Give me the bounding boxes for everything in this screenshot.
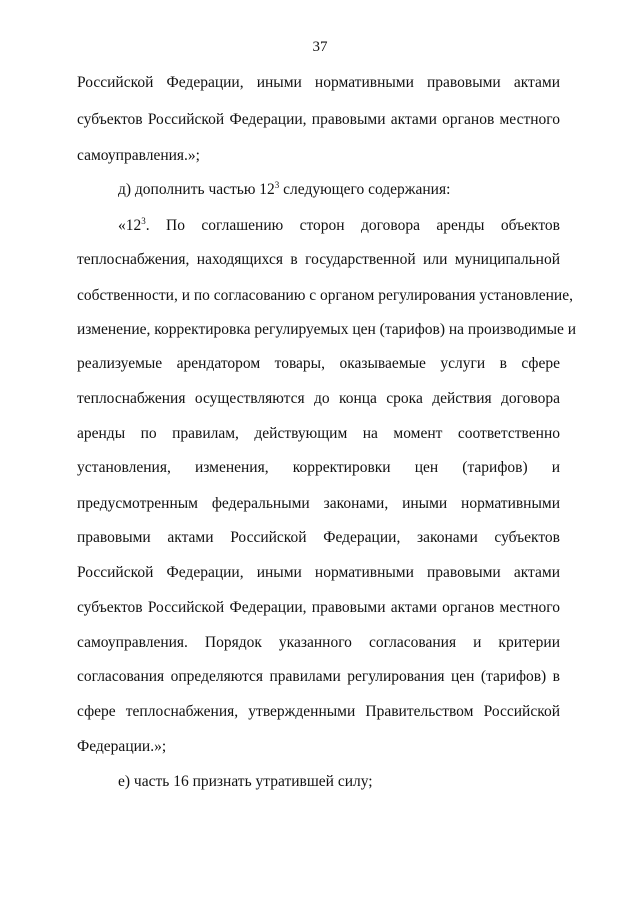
text-line: реализуемые арендатором товары, оказываемые услуги в сфере (77, 355, 560, 372)
text-line: теплоснабжения осуществляются до конца срока действия договора (77, 390, 560, 407)
text-line: правовыми актами Российской Федерации, законами субъектов (77, 529, 560, 546)
paragraph-e-line: е) часть 16 признать утратившей силу; (118, 773, 373, 790)
text-line: субъектов Российской Федерации, правовыми актами органов местного (77, 599, 560, 616)
text-line: субъектов Российской Федерации, правовыми актами органов местного (77, 111, 560, 128)
text-line: Федерации.»; (77, 738, 167, 755)
superscript: 3 (274, 179, 280, 190)
text-line: изменение, корректировка регулируемых цен (тарифов) на производимые и (77, 321, 577, 338)
text-span: следующего содержания: (279, 181, 451, 198)
paragraph-12-3-start (118, 216, 560, 236)
text-line: Российской Федерации, иными нормативными правовыми актами (77, 74, 560, 91)
text-line: самоуправления. Порядок указанного согласования и критерии (77, 634, 560, 651)
text-span: . По соглашению сторон договора аренды объектов (145, 217, 560, 234)
text-span: д) дополнить частью 12 (118, 181, 275, 198)
paragraph-d-line (118, 180, 560, 200)
text-line: Российской Федерации, иными нормативными правовыми актами (77, 564, 560, 581)
text-line: установления, изменения, корректировки цен (тарифов) и (77, 459, 560, 476)
text-line: самоуправления.»; (77, 147, 200, 164)
text-line: согласования определяются правилами регулирования цен (тарифов) в (77, 668, 560, 685)
text-line: аренды по правилам, действующим на момент соответственно (77, 425, 560, 442)
text-line: теплоснабжения, находящихся в государственной или муниципальной (77, 251, 560, 268)
text-line: собственности, и по согласованию с органом регулирования установление, (77, 287, 573, 304)
text-line: сфере теплоснабжения, утвержденными Правительством Российской (77, 703, 560, 720)
page-number: 37 (312, 39, 328, 55)
superscript: 3 (141, 215, 146, 226)
text-span: «12 (118, 217, 142, 234)
text-line: предусмотренным федеральными законами, иными нормативными (77, 495, 560, 512)
